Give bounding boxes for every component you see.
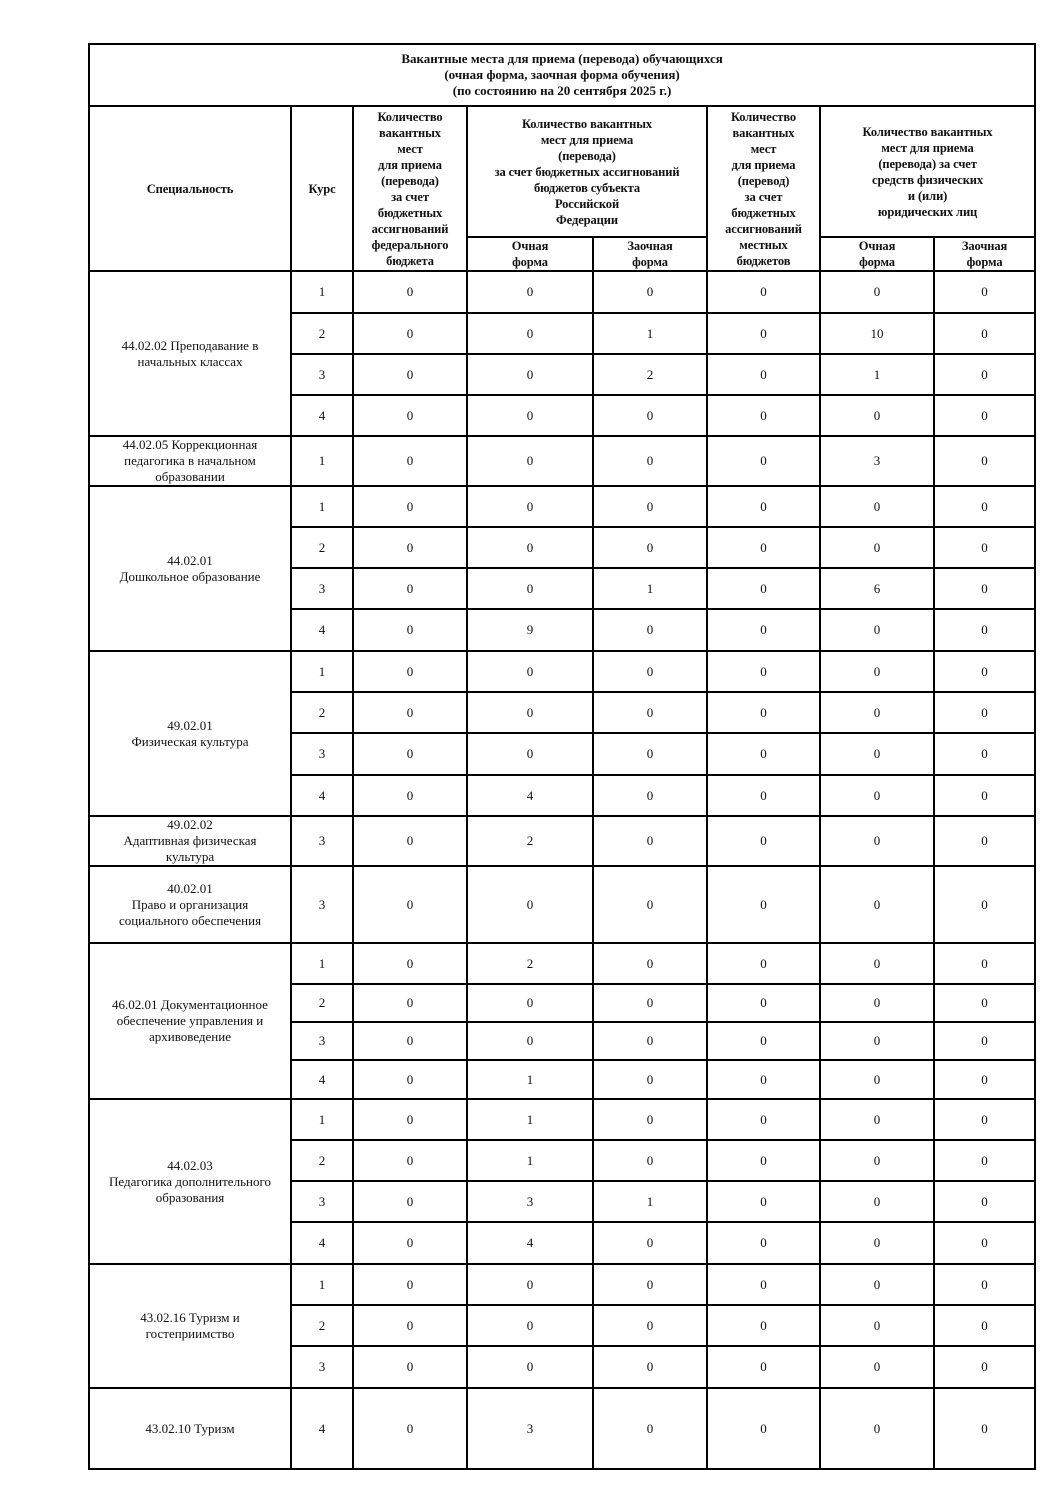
cell-course: 1 (291, 271, 353, 313)
specialty-name: 44.02.05 Коррекционная педагогика в начальном образовании (89, 436, 291, 486)
cell-rf-zaochnaya: 0 (593, 486, 707, 527)
cell-federal: 0 (353, 486, 467, 527)
cell-federal: 0 (353, 692, 467, 733)
cell-course: 4 (291, 609, 353, 651)
cell-rf-zaochnaya: 1 (593, 1181, 707, 1222)
header-rf-ochnaya: Очная форма (467, 237, 593, 271)
header-federal: Количество вакантных мест для приема (перевода) за счет бюджетных ассигнований федерального бюджета (353, 106, 467, 271)
specialty-name: 43.02.10 Туризм (89, 1388, 291, 1469)
cell-course: 1 (291, 943, 353, 984)
cell-phys-zaochnaya: 0 (934, 816, 1035, 866)
cell-phys-ochnaya: 0 (820, 486, 934, 527)
title-line-1: Вакантные места для приема (перевода) обучающихся (401, 51, 723, 66)
cell-phys-zaochnaya: 0 (934, 527, 1035, 568)
cell-course: 4 (291, 1060, 353, 1099)
cell-course: 2 (291, 313, 353, 354)
table-row (89, 436, 1035, 486)
cell-rf-zaochnaya: 0 (593, 1305, 707, 1346)
specialty-name: 44.02.02 Преподавание в начальных классах (89, 271, 291, 436)
cell-phys-ochnaya: 0 (820, 271, 934, 313)
cell-rf-ochnaya: 0 (467, 651, 593, 692)
cell-phys-zaochnaya: 0 (934, 1346, 1035, 1388)
cell-federal: 0 (353, 271, 467, 313)
specialty-name: 46.02.01 Документационное обеспечение управления и архивоведение (89, 943, 291, 1099)
cell-rf-zaochnaya: 0 (593, 1388, 707, 1469)
cell-rf-zaochnaya: 0 (593, 651, 707, 692)
cell-rf-zaochnaya: 0 (593, 1264, 707, 1305)
cell-local: 0 (707, 1388, 820, 1469)
cell-phys-zaochnaya: 0 (934, 313, 1035, 354)
cell-rf-ochnaya: 2 (467, 816, 593, 866)
cell-local: 0 (707, 395, 820, 436)
cell-local: 0 (707, 1099, 820, 1140)
specialty-name: 40.02.01 Право и организация социального обеспечения (89, 866, 291, 943)
cell-course: 2 (291, 1140, 353, 1181)
table-row (89, 816, 1035, 866)
title-line-2: (очная форма, заочная форма обучения) (444, 67, 680, 82)
cell-course: 4 (291, 775, 353, 816)
cell-federal: 0 (353, 1060, 467, 1099)
cell-phys-zaochnaya: 0 (934, 486, 1035, 527)
cell-course: 2 (291, 527, 353, 568)
cell-rf-zaochnaya: 0 (593, 1099, 707, 1140)
cell-local: 0 (707, 486, 820, 527)
cell-course: 4 (291, 395, 353, 436)
cell-rf-ochnaya: 0 (467, 527, 593, 568)
cell-rf-ochnaya: 0 (467, 568, 593, 609)
cell-phys-zaochnaya: 0 (934, 1222, 1035, 1264)
cell-local: 0 (707, 1181, 820, 1222)
cell-rf-ochnaya: 4 (467, 1222, 593, 1264)
cell-federal: 0 (353, 436, 467, 486)
cell-phys-ochnaya: 0 (820, 1346, 934, 1388)
cell-federal: 0 (353, 1346, 467, 1388)
cell-phys-zaochnaya: 0 (934, 692, 1035, 733)
cell-course: 1 (291, 1264, 353, 1305)
cell-federal: 0 (353, 1099, 467, 1140)
cell-rf-zaochnaya: 0 (593, 436, 707, 486)
cell-rf-zaochnaya: 0 (593, 1022, 707, 1060)
cell-local: 0 (707, 271, 820, 313)
cell-rf-ochnaya: 3 (467, 1388, 593, 1469)
cell-course: 1 (291, 651, 353, 692)
cell-phys-zaochnaya: 0 (934, 651, 1035, 692)
cell-phys-ochnaya: 0 (820, 692, 934, 733)
cell-phys-ochnaya: 0 (820, 395, 934, 436)
cell-phys-ochnaya: 0 (820, 1264, 934, 1305)
table-row (89, 651, 1035, 692)
cell-rf-zaochnaya: 0 (593, 395, 707, 436)
specialty-name: 49.02.01 Физическая культура (89, 651, 291, 816)
cell-phys-zaochnaya: 0 (934, 1060, 1035, 1099)
cell-federal: 0 (353, 313, 467, 354)
cell-phys-zaochnaya: 0 (934, 1140, 1035, 1181)
cell-phys-zaochnaya: 0 (934, 395, 1035, 436)
cell-phys-ochnaya: 3 (820, 436, 934, 486)
cell-course: 3 (291, 816, 353, 866)
cell-course: 2 (291, 1305, 353, 1346)
cell-rf-zaochnaya: 2 (593, 354, 707, 395)
cell-phys-ochnaya: 0 (820, 1181, 934, 1222)
cell-rf-ochnaya: 0 (467, 1022, 593, 1060)
cell-phys-ochnaya: 0 (820, 651, 934, 692)
cell-phys-ochnaya: 0 (820, 775, 934, 816)
title-line-3: (по состоянию на 20 сентября 2025 г.) (452, 83, 672, 98)
header-local: Количество вакантных мест для приема (перевод) за счет бюджетных ассигнований местных бюджетов (707, 106, 820, 271)
cell-rf-ochnaya: 0 (467, 313, 593, 354)
cell-phys-ochnaya: 0 (820, 733, 934, 775)
cell-course: 1 (291, 436, 353, 486)
cell-phys-zaochnaya: 0 (934, 1388, 1035, 1469)
cell-phys-zaochnaya: 0 (934, 609, 1035, 651)
cell-rf-ochnaya: 0 (467, 1305, 593, 1346)
cell-phys-ochnaya: 0 (820, 1099, 934, 1140)
cell-federal: 0 (353, 568, 467, 609)
header-phys-zaochnaya: Заочная форма (934, 237, 1035, 271)
cell-phys-zaochnaya: 0 (934, 943, 1035, 984)
cell-local: 0 (707, 1022, 820, 1060)
cell-rf-ochnaya: 2 (467, 943, 593, 984)
cell-phys-ochnaya: 0 (820, 816, 934, 866)
cell-local: 0 (707, 527, 820, 568)
cell-federal: 0 (353, 1022, 467, 1060)
cell-course: 1 (291, 1099, 353, 1140)
cell-phys-ochnaya: 0 (820, 1222, 934, 1264)
cell-phys-zaochnaya: 0 (934, 354, 1035, 395)
cell-federal: 0 (353, 1264, 467, 1305)
cell-phys-ochnaya: 6 (820, 568, 934, 609)
cell-local: 0 (707, 1222, 820, 1264)
cell-local: 0 (707, 866, 820, 943)
cell-rf-zaochnaya: 0 (593, 984, 707, 1022)
cell-federal: 0 (353, 733, 467, 775)
table-row (89, 866, 1035, 943)
cell-phys-ochnaya: 1 (820, 354, 934, 395)
cell-course: 4 (291, 1388, 353, 1469)
cell-rf-zaochnaya: 0 (593, 609, 707, 651)
specialty-name: 49.02.02 Адаптивная физическая культура (89, 816, 291, 866)
table-row (89, 1099, 1035, 1140)
cell-phys-zaochnaya: 0 (934, 1099, 1035, 1140)
table-row (89, 1264, 1035, 1305)
cell-course: 2 (291, 984, 353, 1022)
cell-federal: 0 (353, 527, 467, 568)
cell-course: 4 (291, 1222, 353, 1264)
cell-local: 0 (707, 1305, 820, 1346)
cell-phys-ochnaya: 0 (820, 1022, 934, 1060)
cell-local: 0 (707, 943, 820, 984)
cell-course: 3 (291, 1346, 353, 1388)
cell-rf-ochnaya: 0 (467, 354, 593, 395)
cell-phys-zaochnaya: 0 (934, 775, 1035, 816)
cell-course: 3 (291, 354, 353, 395)
cell-rf-ochnaya: 0 (467, 1264, 593, 1305)
cell-rf-ochnaya: 9 (467, 609, 593, 651)
cell-rf-ochnaya: 3 (467, 1181, 593, 1222)
cell-federal: 0 (353, 775, 467, 816)
cell-local: 0 (707, 1264, 820, 1305)
cell-federal: 0 (353, 1388, 467, 1469)
cell-local: 0 (707, 1060, 820, 1099)
cell-phys-zaochnaya: 0 (934, 271, 1035, 313)
cell-local: 0 (707, 436, 820, 486)
cell-rf-zaochnaya: 0 (593, 692, 707, 733)
cell-rf-zaochnaya: 0 (593, 271, 707, 313)
table-row (89, 1388, 1035, 1469)
cell-rf-zaochnaya: 0 (593, 1060, 707, 1099)
cell-phys-ochnaya: 0 (820, 866, 934, 943)
cell-rf-zaochnaya: 0 (593, 1222, 707, 1264)
table-title (89, 44, 1035, 106)
cell-federal: 0 (353, 354, 467, 395)
cell-local: 0 (707, 816, 820, 866)
cell-local: 0 (707, 1346, 820, 1388)
cell-phys-ochnaya: 0 (820, 984, 934, 1022)
cell-phys-zaochnaya: 0 (934, 436, 1035, 486)
cell-phys-ochnaya: 0 (820, 1060, 934, 1099)
cell-local: 0 (707, 609, 820, 651)
table-body (89, 271, 1035, 1469)
cell-phys-zaochnaya: 0 (934, 568, 1035, 609)
cell-federal: 0 (353, 1140, 467, 1181)
cell-federal: 0 (353, 816, 467, 866)
document-page (88, 43, 1034, 1470)
cell-local: 0 (707, 354, 820, 395)
cell-local: 0 (707, 733, 820, 775)
cell-phys-ochnaya: 10 (820, 313, 934, 354)
cell-local: 0 (707, 984, 820, 1022)
header-course: Курс (291, 106, 353, 271)
cell-course: 3 (291, 568, 353, 609)
cell-rf-ochnaya: 0 (467, 733, 593, 775)
cell-local: 0 (707, 568, 820, 609)
cell-rf-ochnaya: 0 (467, 486, 593, 527)
header-rf-zaochnaya: Заочная форма (593, 237, 707, 271)
cell-rf-zaochnaya: 0 (593, 1346, 707, 1388)
cell-rf-zaochnaya: 0 (593, 1140, 707, 1181)
cell-phys-zaochnaya: 0 (934, 1305, 1035, 1346)
cell-local: 0 (707, 313, 820, 354)
table-row (89, 943, 1035, 984)
cell-phys-ochnaya: 0 (820, 1140, 934, 1181)
cell-rf-zaochnaya: 0 (593, 816, 707, 866)
cell-course: 3 (291, 866, 353, 943)
cell-federal: 0 (353, 866, 467, 943)
cell-federal: 0 (353, 651, 467, 692)
cell-course: 3 (291, 1022, 353, 1060)
cell-rf-ochnaya: 0 (467, 271, 593, 313)
cell-rf-ochnaya: 0 (467, 1346, 593, 1388)
cell-rf-zaochnaya: 0 (593, 733, 707, 775)
cell-rf-ochnaya: 1 (467, 1060, 593, 1099)
cell-rf-ochnaya: 0 (467, 984, 593, 1022)
specialty-name: 44.02.03 Педагогика дополнительного образования (89, 1099, 291, 1264)
cell-rf-ochnaya: 0 (467, 692, 593, 733)
cell-rf-ochnaya: 0 (467, 436, 593, 486)
cell-federal: 0 (353, 1222, 467, 1264)
cell-local: 0 (707, 775, 820, 816)
cell-phys-zaochnaya: 0 (934, 1264, 1035, 1305)
cell-rf-ochnaya: 0 (467, 866, 593, 943)
cell-phys-ochnaya: 0 (820, 1388, 934, 1469)
cell-phys-zaochnaya: 0 (934, 733, 1035, 775)
header-rf-budget: Количество вакантных мест для приема (перевода) за счет бюджетных ассигнований бюджетов субъекта Российской Федерации (467, 106, 707, 237)
table-row (89, 486, 1035, 527)
specialty-name: 43.02.16 Туризм и гостеприимство (89, 1264, 291, 1388)
header-physical-legal: Количество вакантных мест для приема (перевода) за счет средств физических и (или) юридических лиц (820, 106, 1035, 237)
cell-federal: 0 (353, 1305, 467, 1346)
table-row (89, 271, 1035, 313)
cell-federal: 0 (353, 943, 467, 984)
cell-course: 2 (291, 692, 353, 733)
cell-federal: 0 (353, 1181, 467, 1222)
cell-federal: 0 (353, 984, 467, 1022)
cell-federal: 0 (353, 395, 467, 436)
cell-rf-ochnaya: 1 (467, 1099, 593, 1140)
cell-rf-ochnaya: 4 (467, 775, 593, 816)
cell-local: 0 (707, 1140, 820, 1181)
vacancies-table (88, 43, 1036, 1470)
cell-rf-zaochnaya: 1 (593, 313, 707, 354)
cell-phys-zaochnaya: 0 (934, 984, 1035, 1022)
specialty-name: 44.02.01 Дошкольное образование (89, 486, 291, 651)
cell-course: 3 (291, 733, 353, 775)
cell-course: 3 (291, 1181, 353, 1222)
cell-rf-ochnaya: 1 (467, 1140, 593, 1181)
header-phys-ochnaya: Очная форма (820, 237, 934, 271)
header-specialty: Специальность (89, 106, 291, 271)
cell-phys-ochnaya: 0 (820, 609, 934, 651)
cell-rf-ochnaya: 0 (467, 395, 593, 436)
cell-federal: 0 (353, 609, 467, 651)
cell-phys-zaochnaya: 0 (934, 1022, 1035, 1060)
cell-phys-ochnaya: 0 (820, 1305, 934, 1346)
cell-rf-zaochnaya: 0 (593, 866, 707, 943)
cell-local: 0 (707, 692, 820, 733)
cell-rf-zaochnaya: 0 (593, 943, 707, 984)
cell-course: 1 (291, 486, 353, 527)
cell-phys-ochnaya: 0 (820, 527, 934, 568)
cell-phys-zaochnaya: 0 (934, 866, 1035, 943)
cell-rf-zaochnaya: 0 (593, 527, 707, 568)
cell-phys-zaochnaya: 0 (934, 1181, 1035, 1222)
cell-rf-zaochnaya: 0 (593, 775, 707, 816)
cell-local: 0 (707, 651, 820, 692)
cell-phys-ochnaya: 0 (820, 943, 934, 984)
cell-rf-zaochnaya: 1 (593, 568, 707, 609)
